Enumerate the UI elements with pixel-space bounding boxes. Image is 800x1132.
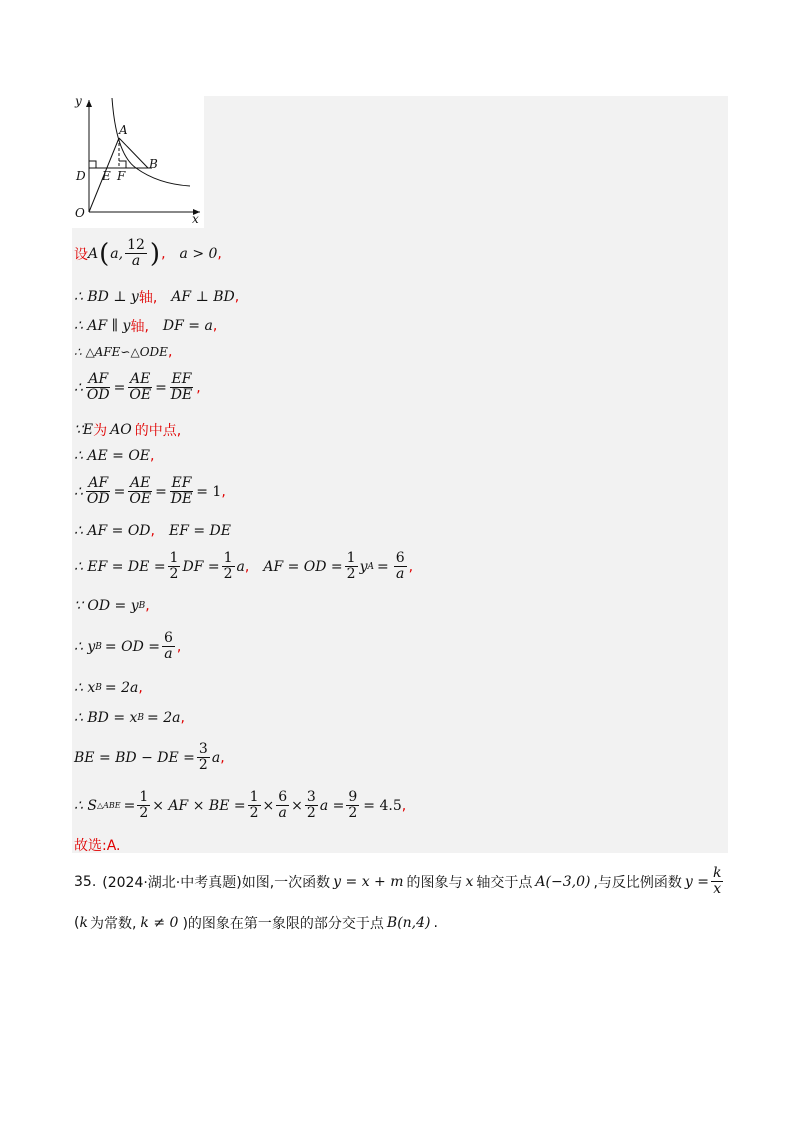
coordinate-graph — [72, 96, 204, 228]
solution-line-5: ∴ $\frac{AF}{OD}$ = $\frac{AE}{OE}$ = $\frac{EF}{DE}$ , — [74, 371, 201, 403]
label-b: B — [149, 157, 158, 171]
label-d: D — [76, 169, 86, 183]
label-o: O — [75, 206, 85, 220]
solution-line-4: ∴ △AFE∽△ODE , — [74, 344, 173, 360]
solution-line-9: ∴ AF = OD , EF = DE — [74, 523, 231, 539]
label-f: F — [117, 169, 126, 183]
solution-answer: 故选:A. — [74, 838, 121, 854]
label-y: y — [75, 96, 82, 108]
solution-line-14: ∴ BD = x B = 2a , — [74, 710, 185, 726]
solution-line-7: ∴ AE = OE , — [74, 448, 155, 464]
solution-line-10: ∴ EF = DE = $\frac{1}{2}$ DF = $\frac{1}{2}$ a , AF = OD = $\frac{1}{2}$ y A = $\frac{6}{a}$ , — [74, 550, 414, 582]
solution-line-16: ∴ S △ABE = $\frac{1}{2}$ × AF × BE = $\frac{1}{2}$ × $\frac{6}{a}$ × $\frac{3}{2}$ a = $\frac{9}{2}$ = 4.5 , — [74, 789, 407, 821]
solution-line-11: ∵ OD = y B , — [74, 598, 150, 614]
label-e: E — [102, 169, 111, 183]
problem-35-line-1: 35. (2024·湖北·中考真题)如图,一次函数 y = x + m 的图象与 x 轴交于点 A(−3,0) ,与反比例函数 y = $\frac{k}{x}$ — [74, 865, 722, 897]
solution-line-13: ∴ x B = 2a , — [74, 680, 143, 696]
solution-line-15: BE = BD − DE = $\frac{3}{2}$ a , — [74, 741, 225, 773]
solution-line-8: ∴ $\frac{AF}{OD}$ = $\frac{AE}{OE}$ = $\frac{EF}{DE}$ = 1 , — [74, 475, 226, 507]
problem-35-line-2: ( k 为常数, k ≠ 0 )的图象在第一象限的部分交于点 B(n,4) . — [74, 915, 438, 932]
label-a: A — [119, 123, 128, 137]
solution-line-3: ∴ AF ∥ y 轴, DF = a , — [74, 318, 218, 335]
solution-line-12: ∴ y B = OD = $\frac{6}{a}$ , — [74, 630, 182, 662]
solution-line-1: 设 A ( a, $\frac{12}{a}$ ) , a > 0 , — [74, 237, 222, 269]
solution-line-2: ∴ BD ⊥ y 轴, AF ⊥ BD , — [74, 289, 240, 306]
figure — [72, 96, 204, 228]
label-x: x — [192, 212, 199, 226]
solution-line-6: ∵E 为 AO 的中点, — [74, 422, 182, 439]
